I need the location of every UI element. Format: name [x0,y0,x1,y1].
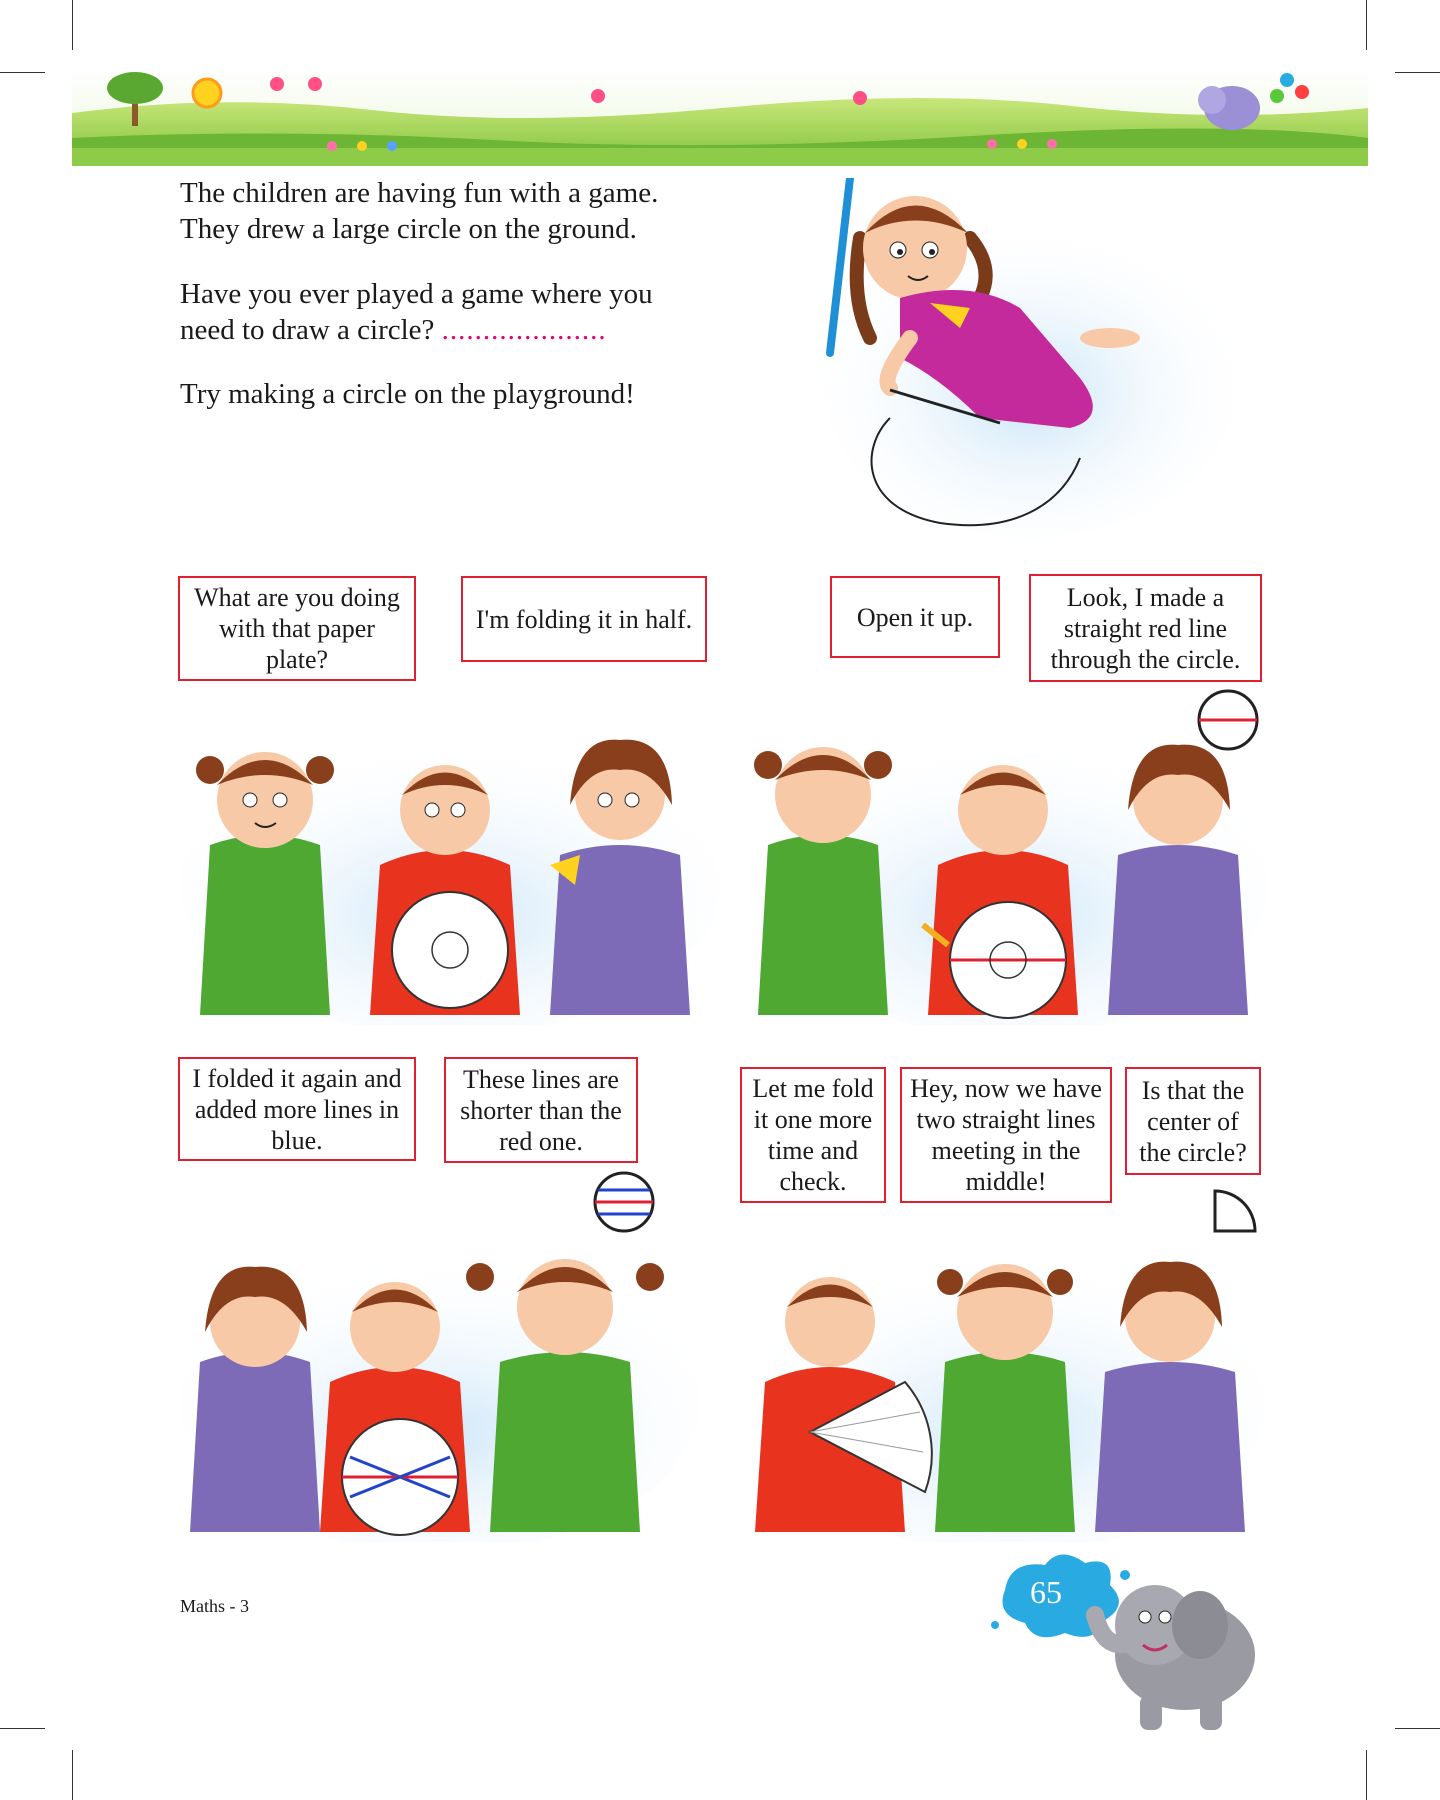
speech-bubble: Look, I made a straight red line through the circle. [1029,574,1262,682]
speech-bubble: Let me fold it one more time and check. [740,1067,886,1203]
question-paragraph [180,276,740,348]
speech-bubble: Is that the center of the circle? [1125,1067,1261,1175]
panel-children-folded-plate [755,1232,1265,1542]
question-text: need to draw a circle? [180,314,435,346]
speech-bubble: What are you doing with that paper plate? [178,576,416,681]
crop-mark [72,1750,73,1800]
answer-blank[interactable]: .................... [441,314,607,346]
speech-bubble: Hey, now we have two straight lines meeting in the middle! [900,1067,1112,1203]
speech-bubble: I folded it again and added more lines in blue. [178,1057,416,1161]
activity-text: Try making a circle on the playground! [180,378,635,410]
intro-line: They drew a large circle on the ground. [180,213,637,245]
intro-line: The children are having fun with a game. [180,177,659,209]
speech-bubble: Open it up. [830,576,1000,658]
crop-mark [1366,0,1367,50]
panel-children-blue-lines [180,1232,700,1542]
header-banner [72,68,1368,166]
crop-mark [0,72,45,73]
question-line: Have you ever played a game where you [180,278,653,310]
question-line [180,312,740,348]
quarter-circle-diagram [1212,1188,1262,1234]
crop-mark [72,0,73,50]
panel-children-folding-plate [180,715,720,1025]
book-title-footer: Maths - 3 [180,1596,249,1616]
crop-mark [0,1728,45,1729]
circle-with-blue-lines-diagram [592,1170,656,1234]
speech-bubble: I'm folding it in half. [461,576,707,662]
panel-children-red-line [748,715,1268,1025]
page-number: 65 [1030,1574,1062,1610]
intro-paragraph [180,175,740,247]
crop-mark [1395,1728,1440,1729]
crop-mark [1366,1750,1367,1800]
crop-mark [1395,72,1440,73]
speech-bubble: These lines are shorter than the red one. [444,1057,638,1163]
girl-drawing-circle-illustration [820,178,1240,538]
